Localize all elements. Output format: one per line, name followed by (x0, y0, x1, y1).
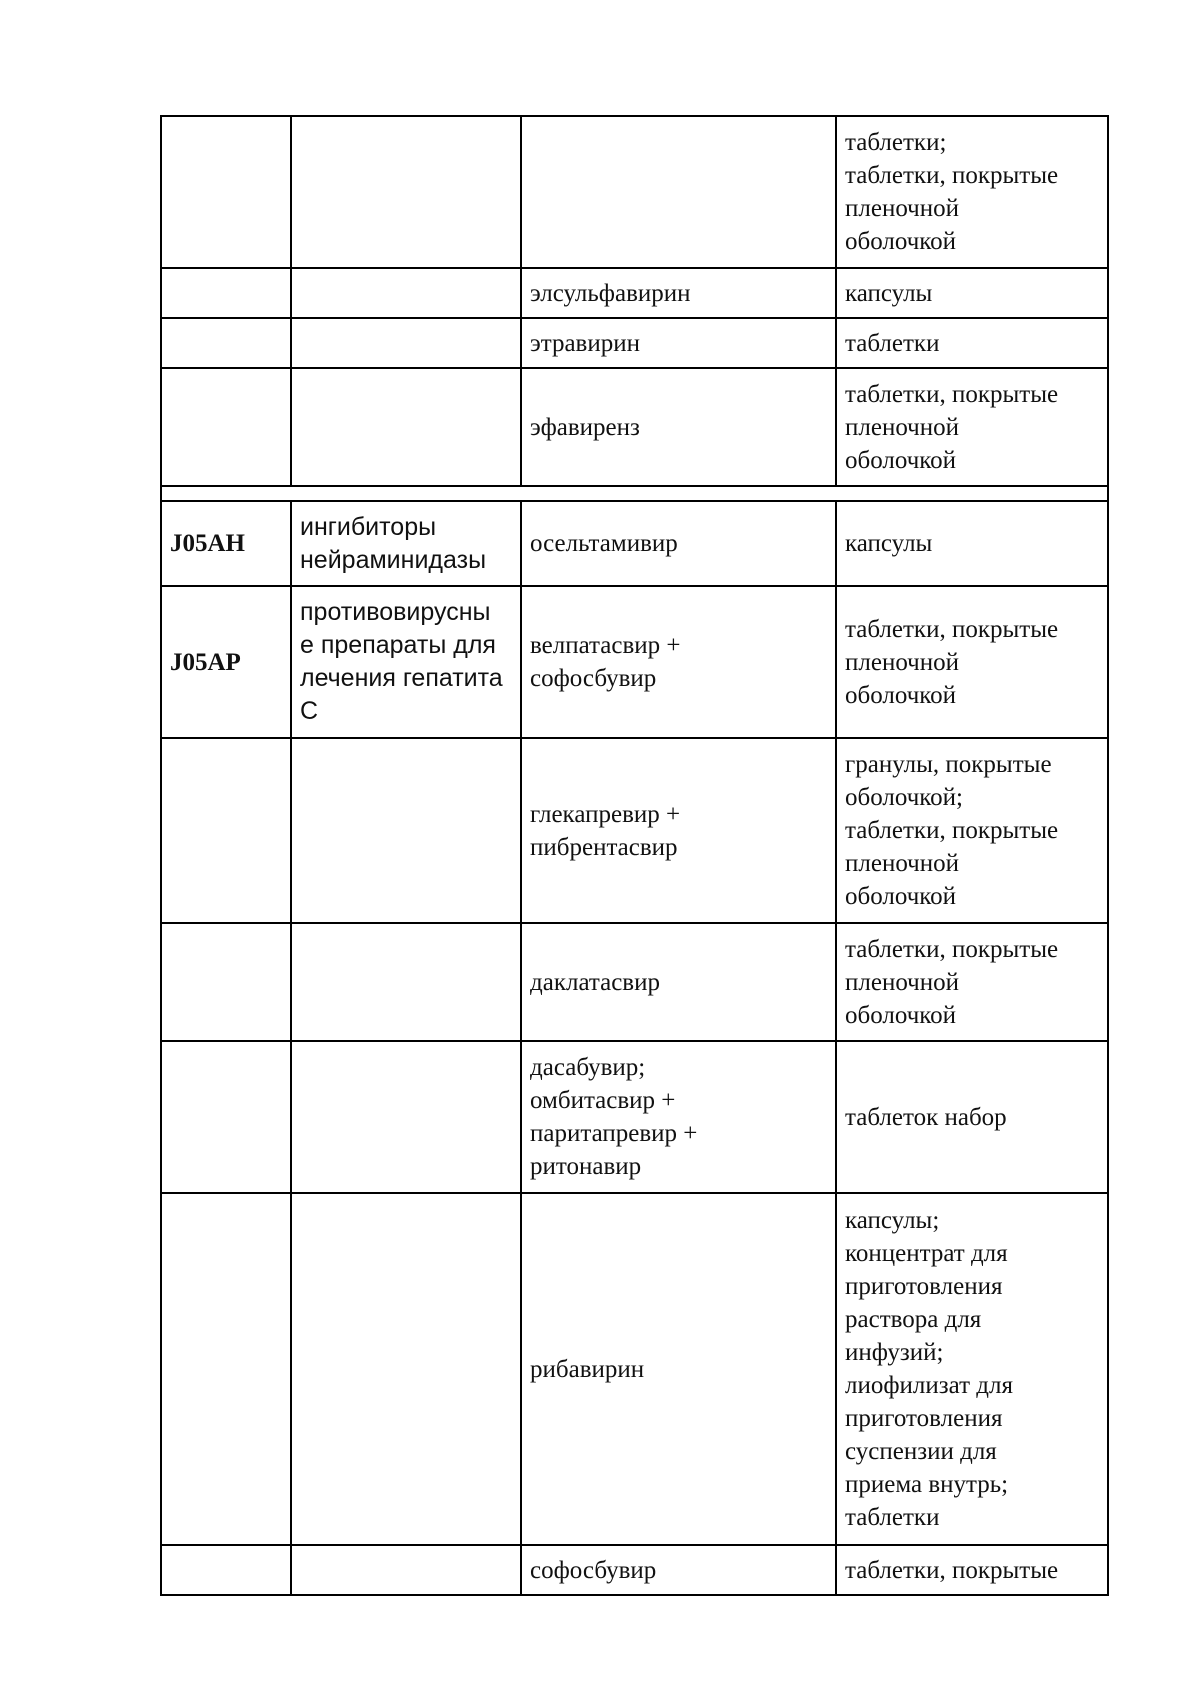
drug-name-cell: глекапревир + пибрентасвир (521, 738, 836, 923)
drug-name-cell: даклатасвир (521, 923, 836, 1041)
atc-code-cell (161, 738, 291, 923)
pharm-group-cell (291, 368, 521, 486)
drug-name-cell: этравирин (521, 318, 836, 368)
drug-name-cell: эфавиренз (521, 368, 836, 486)
atc-code-cell (161, 923, 291, 1041)
dosage-form-cell: таблеток набор (836, 1041, 1108, 1193)
table-row (161, 1545, 1108, 1595)
pharm-group-cell (291, 268, 521, 318)
atc-code-cell (161, 368, 291, 486)
gap-cell (161, 486, 1108, 501)
pharm-group-cell (291, 1041, 521, 1193)
atc-code-cell (161, 318, 291, 368)
dosage-form-cell: таблетки (836, 318, 1108, 368)
table-row (161, 1193, 1108, 1545)
dosage-form-cell: таблетки, покрытые (836, 1545, 1108, 1595)
dosage-form-cell: гранулы, покрытые оболочкой; таблетки, покрытые пленочной оболочкой (836, 738, 1108, 923)
pharm-group-cell: ингибиторы нейраминидазы (291, 501, 521, 586)
drug-name-cell: рибавирин (521, 1193, 836, 1545)
atc-code-cell (161, 1545, 291, 1595)
table-row (161, 501, 1108, 586)
table-row (161, 268, 1108, 318)
dosage-form-cell: капсулы (836, 501, 1108, 586)
table-row (161, 1041, 1108, 1193)
drug-name-cell: дасабувир; омбитасвир + паритапревир + ритонавир (521, 1041, 836, 1193)
pharm-group-cell (291, 738, 521, 923)
table-row (161, 368, 1108, 486)
atc-code-cell (161, 1041, 291, 1193)
atc-code-cell (161, 116, 291, 268)
atc-code-cell (161, 268, 291, 318)
dosage-form-cell: таблетки, покрытые пленочной оболочкой (836, 368, 1108, 486)
table-row (161, 738, 1108, 923)
dosage-form-cell: капсулы (836, 268, 1108, 318)
drug-name-cell (521, 116, 836, 268)
table-row (161, 116, 1108, 268)
table-row (161, 586, 1108, 738)
table-row (161, 923, 1108, 1041)
dosage-form-cell: таблетки; таблетки, покрытые пленочной оболочкой (836, 116, 1108, 268)
dosage-form-cell: капсулы; концентрат для приготовления раствора для инфузий; лиофилизат для приготовления суспензии для приема внутрь; таблетки (836, 1193, 1108, 1545)
drug-name-cell: софосбувир (521, 1545, 836, 1595)
medication-table (160, 115, 1109, 1596)
pharm-group-cell (291, 116, 521, 268)
atc-code-cell (161, 1193, 291, 1545)
pharm-group-cell (291, 923, 521, 1041)
dosage-form-cell: таблетки, покрытые пленочной оболочкой (836, 923, 1108, 1041)
atc-code-cell: J05AH (161, 501, 291, 586)
dosage-form-cell: таблетки, покрытые пленочной оболочкой (836, 586, 1108, 738)
drug-name-cell: осельтамивир (521, 501, 836, 586)
table-gap-row (161, 486, 1108, 501)
table-row (161, 318, 1108, 368)
pharm-group-cell (291, 318, 521, 368)
drug-name-cell: элсульфавирин (521, 268, 836, 318)
pharm-group-cell (291, 1193, 521, 1545)
pharm-group-cell (291, 1545, 521, 1595)
drug-name-cell: велпатасвир + софосбувир (521, 586, 836, 738)
atc-code-cell: J05AP (161, 586, 291, 738)
pharm-group-cell: противовирусны е препараты для лечения гепатита C (291, 586, 521, 738)
